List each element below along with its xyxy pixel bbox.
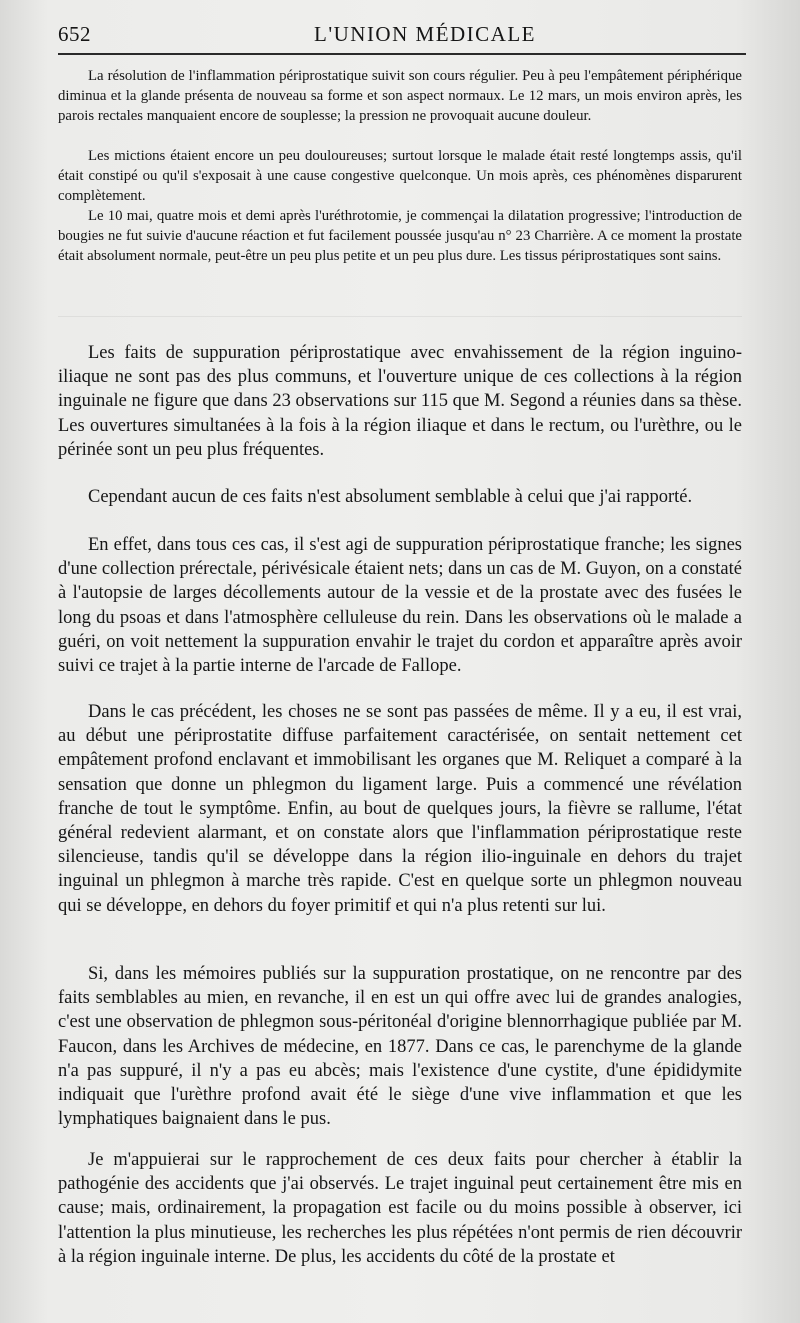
paragraph-mictions: Les mictions étaient encore un peu douloureuses; surtout lorsque le malade était resté longtemps assis, qu'il était constipé ou qu'il s'exposait à une cause congestive quelconque. Un mois après, ces phénomènes disparurent complètement. — [58, 148, 742, 204]
page-number: 652 — [58, 22, 91, 46]
paragraph-cependant: Cependant aucun de ces faits n'est absolument semblable à celui que j'ai rapporté. — [88, 487, 693, 507]
header-rule — [58, 53, 746, 55]
paragraph-resolution: La résolution de l'inflammation périprostatique suivit son cours régulier. Peu à peu l'empâtement périphérique diminua et la glande présenta de nouveau sa forme et son aspect normaux. Le 12 mars, un mois environ après, les parois rectales manquaient encore de souplesse; la pression ne provoquait aucune douleur. — [58, 68, 742, 124]
paragraph-cas-precedent: Dans le cas précédent, les choses ne se sont pas passées de même. Il y a eu, il est vrai, au début une périprostatite diffuse parfaitement caractérisée, on sentait nettement cet empâtement profond enclavant et immobilisant les organes que M. Reliquet a comparé à la sensation que donne un phlegmon du ligament large. Puis a commencé une révélation franche de tout le symptôme. Enfin, au bout de quelques jours, la fièvre se rallume, l'état général redevient alarmant, et on constate alors que l'inflammation périprostatique reste silencieuse, tandis qu'il se développe dans la région ilio-inguinale en dehors du trajet inguinal un phlegmon à marche très rapide. C'est en quelque sorte un phlegmon nouveau qui se développe, en dehors du foyer primitif et qui n'a plus retenti sur lui. — [58, 702, 742, 916]
journal-title: L'UNION MÉDICALE — [314, 22, 537, 46]
paragraph-memoires: Si, dans les mémoires publiés sur la suppuration prostatique, on ne rencontre par des faits semblables au mien, en revanche, il en est un qui offre avec lui de grandes analogies, c'est une observation de phlegmon sous-péritonéal d'origine blennorrhagique publiée par M. Faucon, dans les Archives de médecine, en 1877. Dans ce cas, le parenchyme de la glande n'a pas suppuré, il n'y a pas eu abcès; mais l'existence d'une cystite, d'une épididymite indiquait que l'urèthre profond avait été le siège d'une vive inflammation et que les lymphatiques baignaient dans le pus. — [58, 964, 742, 1130]
paragraph-pathogenie: Je m'appuierai sur le rapprochement de ces deux faits pour chercher à établir la pathogénie des accidents que j'ai observés. Le trajet inguinal peut certainement être mis en cause; mais, ordinairement, la propagation est facile ou du moins possible à observer, ici l'attention la plus minutieuse, les recherches les plus répétées n'ont permis de rien découvrir à la région inguinale interne. De plus, les accidents du côté de la prostate et — [58, 1150, 742, 1267]
paragraph-en-effet: En effet, dans tous ces cas, il s'est agi de suppuration périprostatique franche; les signes d'une collection prérectale, périvésicale étaient nets; dans un cas de M. Guyon, on a constaté à l'autopsie de larges décollements autour de la vessie et de la prostate avec des fusées le long du psoas et dans l'atmosphère celluleuse du rein. Dans les observations où le malade a guéri, on voit nettement la suppuration envahir le trajet du cordon et apparaître après avoir suivi ce trajet à la partie interne de l'arcade de Fallope. — [58, 535, 742, 677]
section-gap — [58, 316, 742, 317]
paragraph-dilatation: Le 10 mai, quatre mois et demi après l'uréthrotomie, je commençai la dilatation progressive; l'introduction de bougies ne fut suivie d'aucune réaction et fut facilement poussée jusqu'au n° 23 Charrière. A ce moment la prostate était absolument normale, peut-être un peu plus petite et un peu plus dure. Les tissus périprostatiques sont sains. — [58, 208, 742, 264]
paragraph-faits-suppuration: Les faits de suppuration périprostatique avec envahissement de la région inguino-iliaque ne sont pas des plus communs, et l'ouverture unique de ces collections à la région inguinale ne figure que dans 23 observations sur 115 que M. Segond a réunies dans sa thèse. Les ouvertures simultanées à la fois à la région iliaque et dans le rectum, ou l'urèthre, ou le périnée sont un peu plus fréquentes. — [58, 343, 742, 460]
running-head — [58, 20, 742, 50]
